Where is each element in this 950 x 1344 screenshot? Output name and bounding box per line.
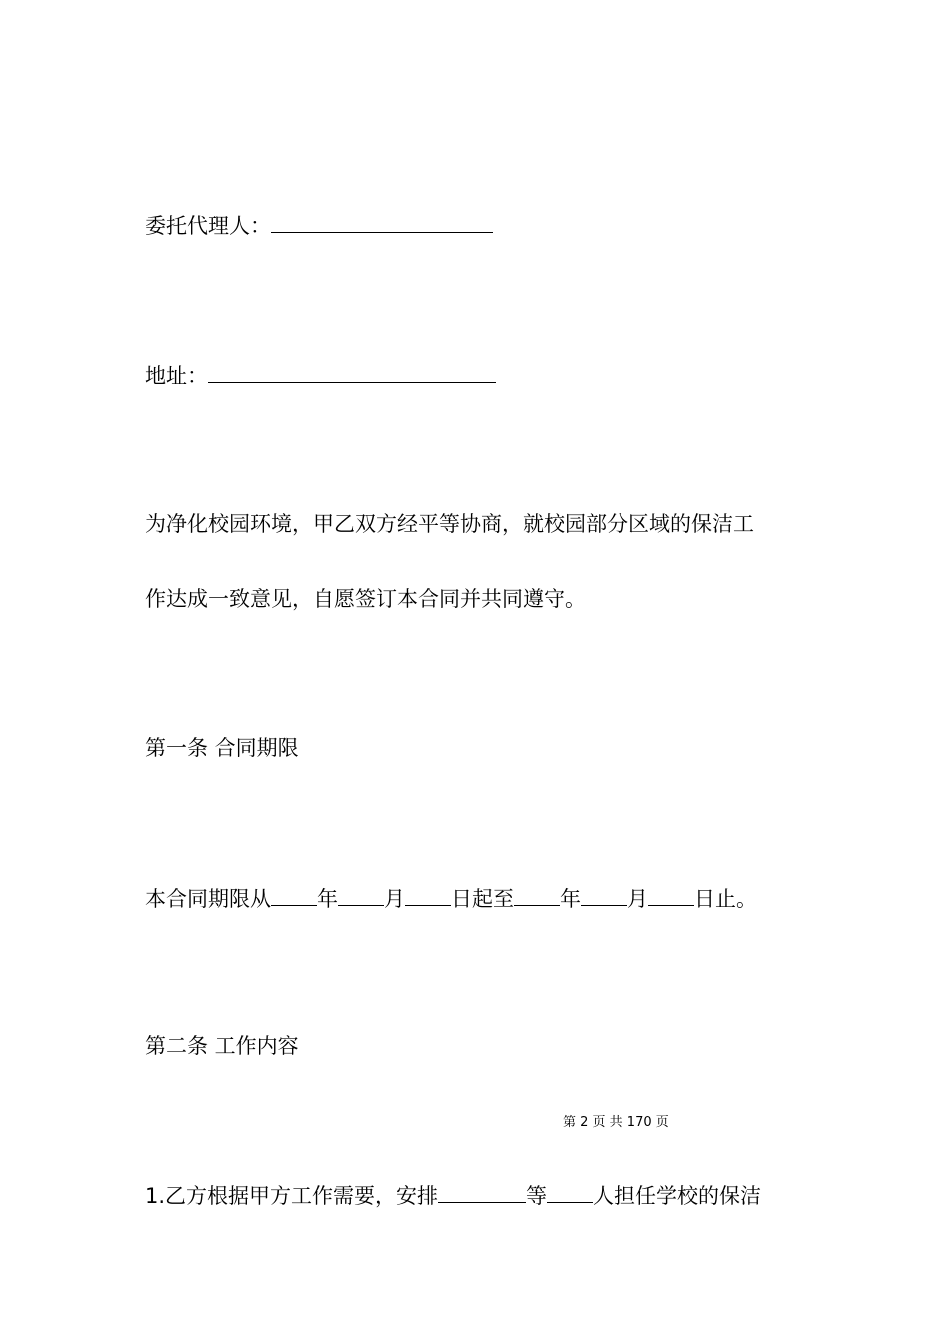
- item1-mid: 等: [526, 1184, 548, 1208]
- term-month-2: 月: [627, 887, 648, 911]
- address-line: [145, 360, 496, 391]
- end-month-blank: [581, 883, 627, 906]
- item1-line: [145, 1180, 761, 1211]
- article1-title: 第一条 合同期限: [145, 736, 299, 760]
- agent-line: [145, 210, 493, 241]
- item1-prefix: 1.乙方根据甲方工作需要，安排: [145, 1184, 439, 1208]
- end-year-blank: [514, 883, 560, 906]
- start-year-blank: [271, 883, 317, 906]
- address-blank: [208, 360, 496, 383]
- intro-line-1: 为净化校园环境，甲乙双方经平等协商，就校园部分区域的保洁工: [145, 512, 754, 536]
- staff-count-blank: [547, 1180, 593, 1203]
- intro-line-2: 作达成一致意见，自愿签订本合同并共同遵守。: [145, 587, 586, 611]
- term-month-1: 月: [384, 887, 405, 911]
- page-footer: 第 2 页 共 170 页: [563, 1115, 669, 1130]
- agent-blank: [271, 210, 493, 233]
- term-day-2: 日止。: [694, 887, 757, 911]
- term-year-2: 年: [560, 887, 581, 911]
- end-day-blank: [648, 883, 694, 906]
- term-day-1: 日起至: [451, 887, 514, 911]
- term-text-start: 本合同期限从: [145, 887, 271, 911]
- item1-suffix: 人担任学校的保洁: [593, 1184, 762, 1208]
- address-label: 地址：: [145, 364, 208, 388]
- start-day-blank: [405, 883, 451, 906]
- term-year-1: 年: [317, 887, 338, 911]
- staff-name-blank: [438, 1180, 526, 1203]
- agent-label: 委托代理人：: [145, 214, 271, 238]
- start-month-blank: [338, 883, 384, 906]
- article2-title: 第二条 工作内容: [145, 1034, 299, 1058]
- article1-term-line: [145, 883, 757, 914]
